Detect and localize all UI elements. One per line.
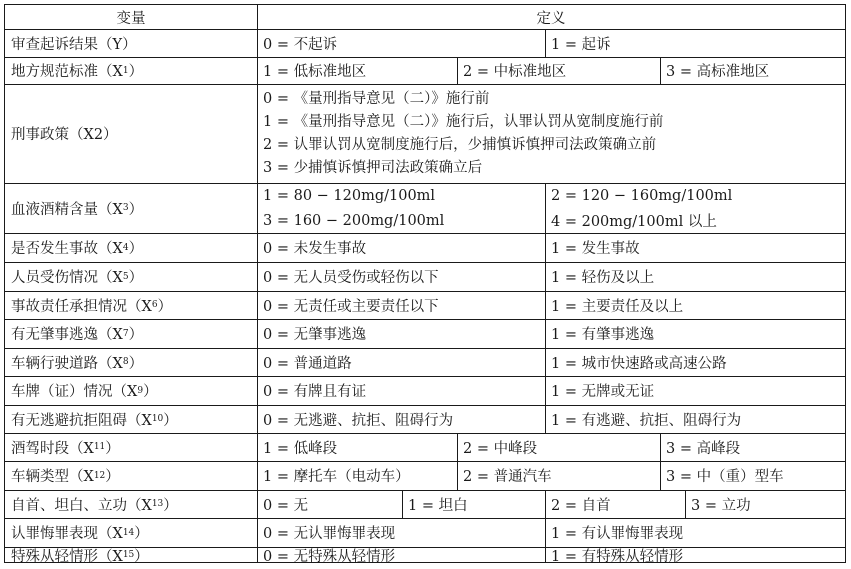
definition-cell: 1 = 有逃避、抗拒、阻碍行为	[551, 412, 742, 429]
table-row	[5, 461, 845, 491]
definition-cell: 1 = 有特殊从轻情形	[551, 548, 684, 565]
definition-cell: 1 = 城市快速路或高速公路	[551, 355, 727, 372]
header-variable: 变量	[116, 10, 146, 27]
variable-name: 是否发生事故（X 4 ）	[11, 241, 144, 257]
definition-cell: 0 = 未发生事故	[263, 241, 367, 257]
table-row	[5, 319, 845, 349]
definition-cell: 1 = 低峰段	[263, 440, 338, 457]
definition-cell: 0 = 无特殊从轻情形	[263, 548, 396, 565]
variable-name: 车牌（证）情况（X 9 ）	[11, 384, 158, 400]
table-row	[5, 376, 845, 406]
definition-line: 2 = 认罪认罚从宽制度施行后，少捕慎诉慎押司法政策确立前	[263, 136, 657, 153]
definition-cell: 2 = 中峰段	[463, 440, 538, 457]
table-row	[5, 233, 845, 263]
definition-cell: 0 = 无认罪悔罪表现	[263, 526, 396, 542]
definition-cell: 3 = 高标准地区	[666, 64, 770, 80]
variable-name: 酒驾时段（X 11 ）	[11, 440, 120, 457]
definition-cell: 2 = 自首	[551, 497, 611, 514]
table-row	[5, 433, 845, 462]
table-row	[5, 30, 845, 58]
table-row	[5, 348, 845, 377]
definition-cell: 1 = 摩托车（电动车）	[263, 469, 410, 485]
definition-cell: 0 = 有牌且有证	[263, 384, 367, 400]
variable-name: 地方规范标准（X 1 ）	[11, 64, 144, 80]
definition-cell: 0 = 无人员受伤或轻伤以下	[263, 270, 439, 286]
definition-cell: 1 = 主要责任及以上	[551, 298, 684, 315]
definition-cell: 0 = 无肇事逃逸	[263, 327, 367, 343]
definition-cell: 4 = 200mg/100ml 以上	[551, 214, 717, 230]
table-row	[5, 547, 845, 565]
definition-line: 3 = 少捕慎诉慎押司法政策确立后	[263, 159, 483, 176]
table-row	[5, 262, 845, 292]
definition-cell: 3 = 160 − 200mg/100ml	[263, 212, 445, 229]
definition-cell: 3 = 中（重）型车	[666, 469, 784, 485]
table-header	[5, 5, 845, 30]
header-definition: 定义	[536, 10, 566, 27]
definition-cell	[257, 84, 845, 183]
table-row	[5, 291, 845, 320]
definition-cell: 1 = 有肇事逃逸	[551, 327, 655, 343]
definition-cell: 0 = 无逃避、抗拒、阻碍行为	[263, 412, 454, 429]
definition-cell: 1 = 坦白	[408, 497, 468, 514]
variable-name: 车辆行驶道路（X 8 ）	[11, 355, 144, 372]
variable-name: 特殊从轻情形（X 15 ）	[11, 548, 149, 565]
variable-name: 人员受伤情况（X 5 ）	[11, 270, 144, 286]
definition-cell: 1 = 轻伤及以上	[551, 270, 655, 286]
definition-cell: 1 = 有认罪悔罪表现	[551, 526, 684, 542]
definition-cell: 0 = 不起诉	[263, 37, 338, 53]
variable-name: 事故责任承担情况（X 6 ）	[11, 298, 173, 315]
table-row	[5, 183, 845, 234]
definition-cell: 1 = 起诉	[551, 37, 611, 53]
variable-name: 车辆类型（X 12 ）	[11, 469, 120, 485]
definition-cell: 1 = 发生事故	[551, 241, 640, 257]
definition-cell: 0 = 无	[263, 497, 309, 514]
definition-line: 1 = 《量刑指导意见（二）》施行后，认罪认罚从宽制度施行前	[263, 113, 664, 130]
variable-name: 有无肇事逃逸（X 7 ）	[11, 327, 144, 343]
variable-name: 认罪悔罪表现（X 14 ）	[11, 526, 149, 542]
definition-cell: 1 = 无牌或无证	[551, 384, 655, 400]
table-row	[5, 84, 845, 184]
variable-definition-table	[4, 4, 846, 563]
definition-cell: 0 = 普通道路	[263, 355, 352, 372]
definition-cell: 2 = 中标准地区	[463, 64, 567, 80]
table-row	[5, 490, 845, 519]
table-row	[5, 57, 845, 85]
definition-cell: 2 = 普通汽车	[463, 469, 552, 485]
definition-cell: 1 = 80 − 120mg/100ml	[263, 187, 436, 204]
variable-name: 审查起诉结果（Y）	[11, 37, 137, 53]
variable-name: 血液酒精含量（X 3 ）	[11, 201, 144, 218]
definition-cell: 2 = 120 − 160mg/100ml	[551, 187, 733, 204]
definition-cell: 3 = 立功	[691, 497, 751, 514]
variable-name: 刑事政策（X2）	[11, 127, 118, 143]
table-row	[5, 405, 845, 434]
definition-line: 0 = 《量刑指导意见（二）》施行前	[263, 90, 490, 107]
variable-name: 自首、坦白、立功（X 13 ）	[11, 497, 178, 514]
definition-cell: 0 = 无责任或主要责任以下	[263, 298, 439, 315]
definition-cell: 3 = 高峰段	[666, 440, 741, 457]
variable-name: 有无逃避抗拒阻碍（X 10 ）	[11, 412, 178, 429]
definition-cell: 1 = 低标准地区	[263, 64, 367, 80]
